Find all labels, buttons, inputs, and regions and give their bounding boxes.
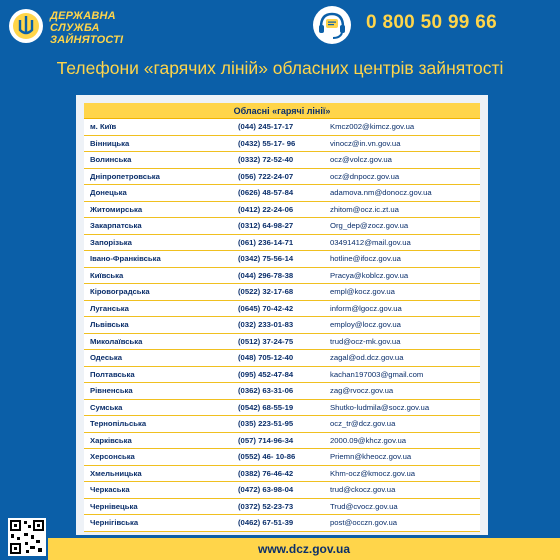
email-cell[interactable]: Khm-ocz@kmocz.gov.ua <box>326 465 480 482</box>
region-cell: Черкаська <box>84 482 234 499</box>
email-cell[interactable]: 03491412@mail.gov.ua <box>326 234 480 251</box>
phone-cell[interactable]: (0462) 67-51-39 <box>234 515 326 532</box>
phone-cell[interactable]: (0626) 48-57-84 <box>234 185 326 202</box>
email-cell[interactable]: zag@rvocz.gov.ua <box>326 383 480 400</box>
hotlines-table <box>84 103 480 532</box>
phone-cell[interactable]: (0332) 72-52-40 <box>234 152 326 169</box>
email-cell[interactable]: post@occzn.gov.ua <box>326 515 480 532</box>
phone-cell[interactable]: (057) 714-96-34 <box>234 432 326 449</box>
email-cell[interactable]: kachan197003@gmail.com <box>326 366 480 383</box>
table-row <box>84 251 480 268</box>
table-row <box>84 152 480 169</box>
region-cell: Кіровоградська <box>84 284 234 301</box>
region-cell: Івано-Франківська <box>84 251 234 268</box>
phone-cell[interactable]: (0312) 64-98-27 <box>234 218 326 235</box>
region-cell: Харківська <box>84 432 234 449</box>
table-row <box>84 465 480 482</box>
agency-name <box>50 10 123 46</box>
phone-cell[interactable]: (0432) 55-17- 96 <box>234 135 326 152</box>
table-row <box>84 515 480 532</box>
phone-cell[interactable]: (0382) 76-46-42 <box>234 465 326 482</box>
email-cell[interactable]: vinocz@in.vn.gov.ua <box>326 135 480 152</box>
phone-cell[interactable]: (0512) 37-24-75 <box>234 333 326 350</box>
table-row <box>84 449 480 466</box>
email-cell[interactable]: 2000.09@khcz.gov.ua <box>326 432 480 449</box>
table-row <box>84 168 480 185</box>
phone-cell[interactable]: (095) 452-47-84 <box>234 366 326 383</box>
phone-cell[interactable]: (0362) 63-31-06 <box>234 383 326 400</box>
email-cell[interactable]: inform@lgocz.gov.ua <box>326 300 480 317</box>
region-cell: Хмельницька <box>84 465 234 482</box>
email-cell[interactable]: zagal@od.dcz.gov.ua <box>326 350 480 367</box>
table-row <box>84 185 480 202</box>
phone-cell[interactable]: (056) 722-24-07 <box>234 168 326 185</box>
website-link[interactable]: www.dcz.gov.ua <box>257 542 350 556</box>
table-row <box>84 333 480 350</box>
phone-cell[interactable]: (0472) 63-98-04 <box>234 482 326 499</box>
headset-chat-icon <box>312 5 352 45</box>
phone-cell[interactable]: (061) 236-14-71 <box>234 234 326 251</box>
region-cell: Донецька <box>84 185 234 202</box>
page-title: Телефони «гарячих ліній» обласних центрів зайнятості <box>56 58 504 78</box>
phone-cell[interactable]: (0412) 22-24-06 <box>234 201 326 218</box>
region-cell: Запорізька <box>84 234 234 251</box>
phone-cell[interactable]: (0372) 52-23-73 <box>234 498 326 515</box>
email-cell[interactable]: Shutko-ludmila@socz.gov.ua <box>326 399 480 416</box>
phone-cell[interactable]: (0645) 70-42-42 <box>234 300 326 317</box>
agency-line-3: ЗАЙНЯТОСТІ <box>50 34 124 46</box>
email-cell[interactable]: hotline@ifocz.gov.ua <box>326 251 480 268</box>
email-cell[interactable]: ocz@volcz.gov.ua <box>326 152 480 169</box>
table-header: Обласні «гарячі лінії» <box>84 103 480 119</box>
phone-cell[interactable]: (044) 245-17-17 <box>234 119 326 136</box>
phone-cell[interactable]: (044) 296-78-38 <box>234 267 326 284</box>
region-cell: Сумська <box>84 399 234 416</box>
email-cell[interactable]: trud@ocz-mk.gov.ua <box>326 333 480 350</box>
email-cell[interactable]: zhitom@ocz.ic.zt.ua <box>326 201 480 218</box>
phone-cell[interactable]: (0552) 46- 10-86 <box>234 449 326 466</box>
table-row <box>84 135 480 152</box>
table-row <box>84 119 480 136</box>
table-row <box>84 234 480 251</box>
footer-bar <box>48 538 560 560</box>
table-row <box>84 399 480 416</box>
trident-emblem-icon <box>8 8 44 44</box>
region-cell: Одеська <box>84 350 234 367</box>
region-cell: Волинська <box>84 152 234 169</box>
table-row <box>84 218 480 235</box>
phone-cell[interactable]: (032) 233-01-83 <box>234 317 326 334</box>
phone-cell[interactable]: (0522) 32-17-68 <box>234 284 326 301</box>
phone-cell[interactable]: (0542) 68-55-19 <box>234 399 326 416</box>
email-cell[interactable]: ocz@dnpocz.gov.ua <box>326 168 480 185</box>
table-row <box>84 284 480 301</box>
email-cell[interactable]: Trud@cvocz.gov.ua <box>326 498 480 515</box>
table-row <box>84 267 480 284</box>
table-row <box>84 498 480 515</box>
hotline-number[interactable]: 0 800 50 99 66 <box>366 12 497 33</box>
region-cell: Дніпропетровська <box>84 168 234 185</box>
agency-line-1: ДЕРЖАВНА <box>50 10 116 22</box>
email-cell[interactable]: employ@locz.gov.ua <box>326 317 480 334</box>
region-cell: Вінницька <box>84 135 234 152</box>
agency-line-2: СЛУЖБА <box>50 22 100 34</box>
table-row <box>84 383 480 400</box>
table-row <box>84 416 480 433</box>
phone-cell[interactable]: (0342) 75-56-14 <box>234 251 326 268</box>
table-row <box>84 350 480 367</box>
region-cell: Рівненська <box>84 383 234 400</box>
table-row <box>84 432 480 449</box>
table-row <box>84 201 480 218</box>
table-row <box>84 300 480 317</box>
table-row <box>84 366 480 383</box>
table-body <box>84 119 480 532</box>
region-cell: Закарпатська <box>84 218 234 235</box>
region-cell: Тернопільська <box>84 416 234 433</box>
email-cell[interactable]: Pracya@koblcz.gov.ua <box>326 267 480 284</box>
region-cell: Полтавська <box>84 366 234 383</box>
region-cell: Житомирська <box>84 201 234 218</box>
email-cell[interactable]: ocz_tr@dcz.gov.ua <box>326 416 480 433</box>
qr-code-icon[interactable] <box>8 518 46 556</box>
region-cell: Херсонська <box>84 449 234 466</box>
email-cell[interactable]: empl@kocz.gov.ua <box>326 284 480 301</box>
region-cell: м. Київ <box>84 119 234 136</box>
region-cell: Луганська <box>84 300 234 317</box>
table-header-row <box>84 103 480 119</box>
region-cell: Чернігівська <box>84 515 234 532</box>
region-cell: Миколаївська <box>84 333 234 350</box>
region-cell: Київська <box>84 267 234 284</box>
email-cell[interactable]: Org_dep@zocz.gov.ua <box>326 218 480 235</box>
email-cell[interactable]: Priemn@kheocz.gov.ua <box>326 449 480 466</box>
phone-cell[interactable]: (035) 223-51-95 <box>234 416 326 433</box>
table-row <box>84 482 480 499</box>
header-bar <box>0 0 560 50</box>
table-row <box>84 317 480 334</box>
region-cell: Чернівецька <box>84 498 234 515</box>
email-cell[interactable]: adamova.nm@donocz.gov.ua <box>326 185 480 202</box>
phone-cell[interactable]: (048) 705-12-40 <box>234 350 326 367</box>
hotlines-panel <box>76 95 488 535</box>
email-cell[interactable]: Kmcz002@kimcz.gov.ua <box>326 119 480 136</box>
email-cell[interactable]: trud@ckocz.gov.ua <box>326 482 480 499</box>
region-cell: Львівська <box>84 317 234 334</box>
